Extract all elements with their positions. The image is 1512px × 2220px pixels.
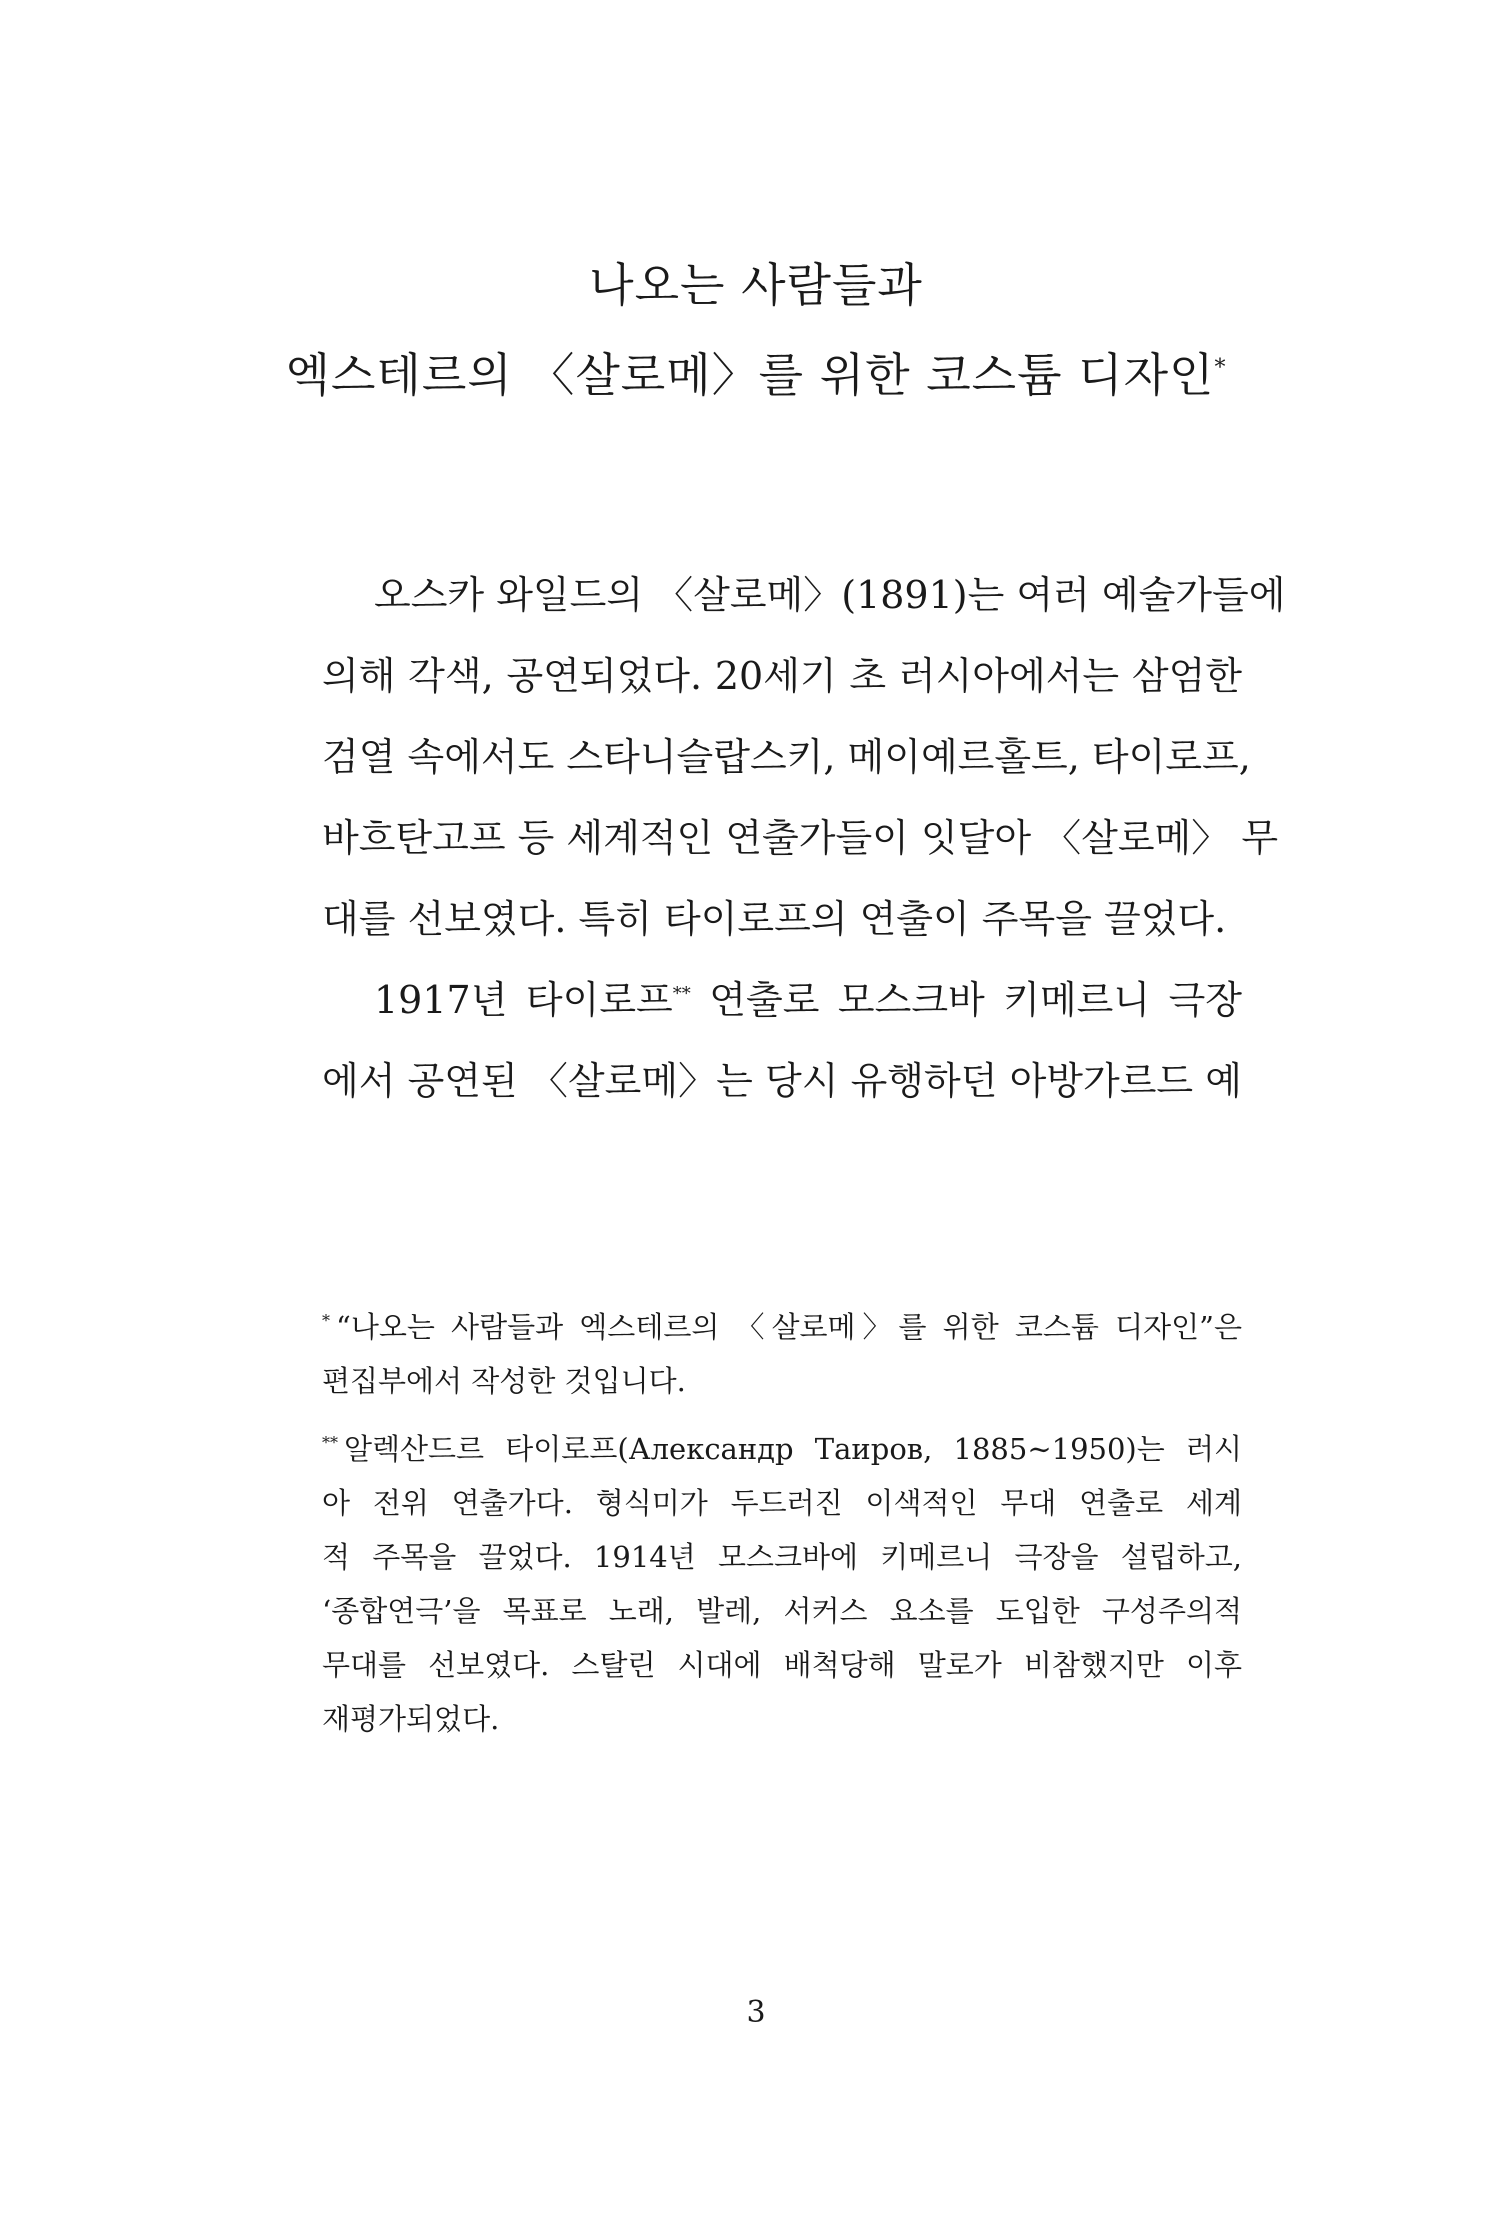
footnote-line: 적 주목을 끌었다. 1914년 모스크바에 키메르니 극장을 설립하고, [322, 1540, 1242, 1574]
footnotes [322, 1300, 1242, 1760]
footnote-1 [322, 1300, 1242, 1408]
chapter-title [0, 240, 1512, 420]
footnote-mark: ** [322, 1433, 338, 1453]
title-line-2 [0, 330, 1512, 420]
footnote-mark: * [322, 1311, 330, 1331]
footnote-2 [322, 1422, 1242, 1746]
footnote-line [322, 1422, 1242, 1476]
body-footnote-mark: ** [672, 983, 691, 1005]
footnote-line: 무대를 선보였다. 스탈린 시대에 배척당해 말로가 비참했지만 이후 [322, 1648, 1242, 1682]
title-line-2-text: 엑스테르의 〈살로메〉를 위한 코스튬 디자인 [285, 348, 1215, 402]
body-line: 의해 각색, 공연되었다. 20세기 초 러시아에서는 삼엄한 [322, 654, 1242, 698]
title-footnote-mark: * [1214, 355, 1227, 381]
footnote-line: 편집부에서 작성한 것입니다. [322, 1364, 686, 1398]
footnote-line: 재평가되었다. [322, 1702, 500, 1736]
body-line-part: 1917년 타이로프 [374, 978, 673, 1022]
body-line: 오스카 와일드의 〈살로메〉(1891)는 여러 예술가들에 [374, 573, 1286, 617]
body-paragraphs [322, 555, 1286, 1122]
page-number: 3 [746, 1995, 766, 2030]
body-line: 검열 속에서도 스타니슬랍스키, 메이예르홀트, 타이로프, [322, 735, 1251, 779]
body-line: 에서 공연된 〈살로메〉는 당시 유행하던 아방가르드 예 [322, 1059, 1242, 1103]
title-line-1: 나오는 사람들과 [589, 258, 923, 312]
body-line-part: 연출로 모스크바 키메르니 극장 [709, 978, 1242, 1022]
body-line: 대를 선보였다. 특히 타이로프의 연출이 주목을 끌었다. [322, 897, 1227, 941]
body-line: 바흐탄고프 등 세계적인 연출가들이 잇달아 〈살로메〉 무 [322, 816, 1279, 860]
footnote-line [322, 1300, 1242, 1354]
footnote-line: 아 전위 연출가다. 형식미가 두드러진 이색적인 무대 연출로 세계 [322, 1486, 1242, 1520]
body-line [322, 960, 1242, 1041]
footnote-line: ‘종합연극’을 목표로 노래, 발레, 서커스 요소를 도입한 구성주의적 [322, 1594, 1242, 1628]
footnote-text: 알렉산드르 타이로프(Александр Таиров, 1885∼1950)는 러시 [344, 1432, 1242, 1466]
footnote-text: “나오는 사람들과 엑스테르의 〈살로메〉를 위한 코스튬 디자인”은 [336, 1310, 1242, 1344]
